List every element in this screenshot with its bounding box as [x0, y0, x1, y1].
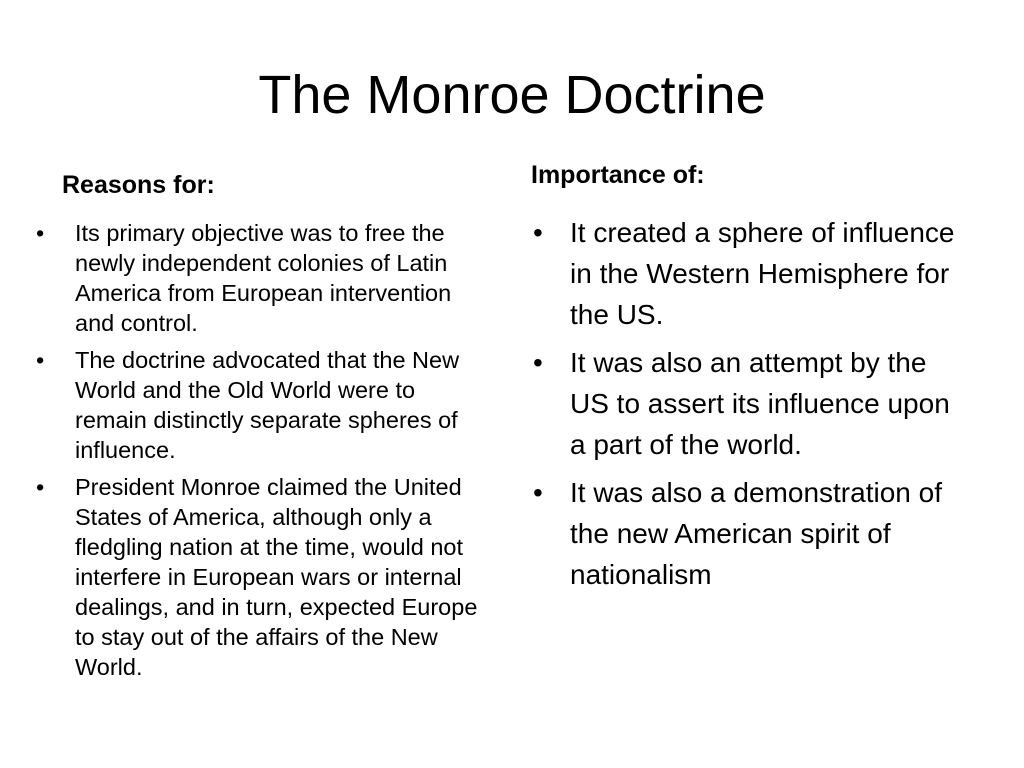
bullet-text: The doctrine advocated that the New World and the Old World were to remain distinctly separate spheres of influence.	[75, 347, 460, 463]
bullet-icon: •	[533, 347, 543, 378]
reasons-heading: Reasons for:	[62, 171, 215, 199]
bullet-icon: •	[36, 347, 45, 373]
importance-heading: Importance of:	[531, 161, 705, 189]
bullet-icon: •	[533, 217, 543, 248]
list-item	[36, 472, 491, 682]
importance-list	[533, 212, 973, 602]
list-item	[533, 212, 973, 335]
bullet-text: Its primary objective was to free the newly independent colonies of Latin America from European intervention and control.	[75, 220, 452, 336]
list-item	[533, 342, 973, 465]
list-item	[533, 472, 973, 595]
bullet-text: It created a sphere of influence in the Western Hemisphere for the US.	[570, 217, 955, 330]
slide-title: The Monroe Doctrine	[258, 65, 766, 125]
reasons-list	[36, 218, 491, 689]
list-item	[36, 345, 491, 465]
bullet-icon: •	[533, 477, 543, 508]
bullet-text: It was also a demonstration of the new American spirit of nationalism	[570, 477, 942, 590]
bullet-text: President Monroe claimed the United States of America, although only a fledgling nation at the time, would not interfere in European wars or internal dealings, and in turn, expected Europe to stay out of the affairs of the New World.	[75, 474, 478, 680]
list-item	[36, 218, 491, 338]
bullet-icon: •	[36, 220, 45, 246]
bullet-icon: •	[36, 474, 45, 500]
bullet-text: It was also an attempt by the US to assert its influence upon a part of the world.	[570, 347, 950, 460]
